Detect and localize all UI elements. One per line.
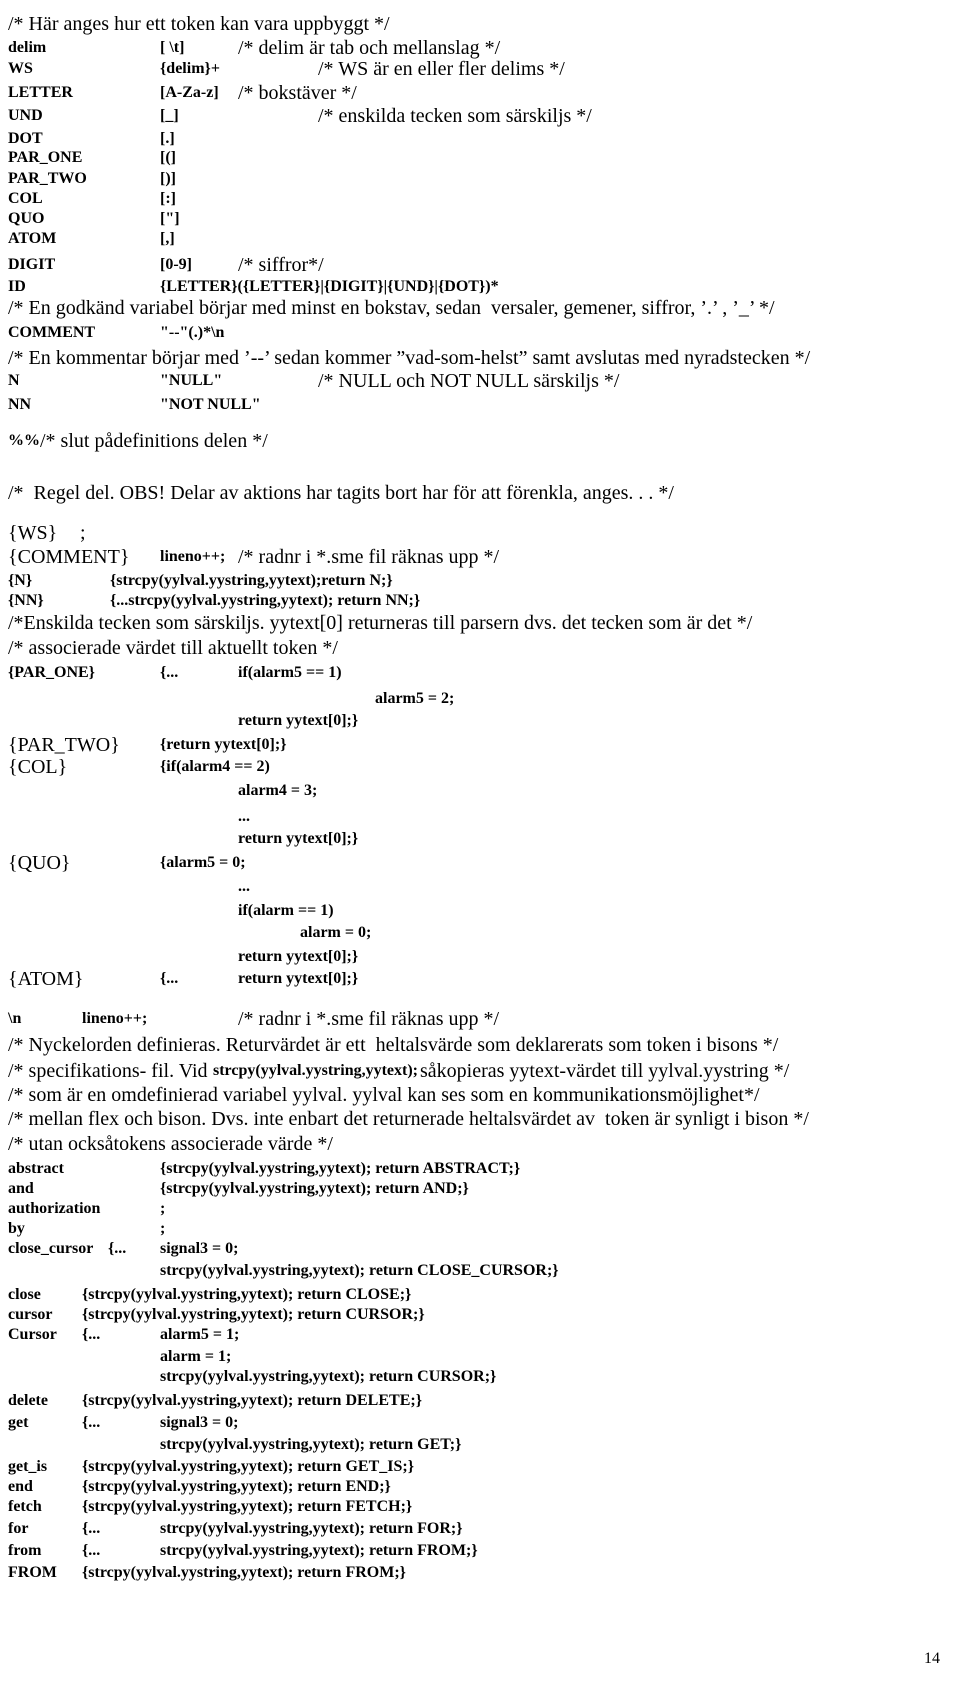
text-segment: /* siffror*/ xyxy=(238,254,324,276)
text-segment: /* associerade värdet till aktuellt token */ xyxy=(8,637,338,659)
text-segment: COL xyxy=(8,190,43,207)
text-segment: end xyxy=(8,1478,33,1495)
text-segment: lineno++; xyxy=(82,1010,148,1027)
text-segment: /* Här anges hur ett token kan vara uppbyggt */ xyxy=(8,13,390,35)
text-segment: {... xyxy=(108,1240,127,1257)
text-segment: get xyxy=(8,1414,29,1431)
text-segment: /* Regel del. OBS! Delar av aktions har tagits bort har för att förenkla, anges. . . */ xyxy=(8,482,674,504)
text-segment: {strcpy(yylval.yystring,yytext); return GET_IS;} xyxy=(82,1458,414,1475)
text-segment: signal3 = 0; xyxy=(160,1414,239,1431)
text-segment: /* mellan flex och bison. Dvs. inte enbart det returnerade heltalsvärdet av token är synligt i bison */ xyxy=(8,1108,809,1130)
text-segment: [.] xyxy=(160,130,175,147)
text-segment: delim xyxy=(8,39,47,56)
page-number: 14 xyxy=(924,1650,940,1667)
text-segment: alarm = 0; xyxy=(300,924,372,941)
text-segment: delete xyxy=(8,1392,48,1409)
text-segment: strcpy(yylval.yystring,yytext); return FOR;} xyxy=(160,1520,463,1537)
text-segment: alarm5 = 1; xyxy=(160,1326,240,1343)
text-segment: /* enskilda tecken som särskiljs */ xyxy=(318,105,592,127)
text-segment: /* NULL och NOT NULL särskiljs */ xyxy=(318,370,620,392)
text-segment: NN xyxy=(8,396,32,413)
text-segment: authorization xyxy=(8,1200,101,1217)
text-segment: [,] xyxy=(160,230,175,247)
text-segment: return yytext[0];} xyxy=(238,712,359,729)
text-segment: /*Enskilda tecken som särskiljs. yytext[0] returneras till parsern dvs. det tecken som är det */ xyxy=(8,612,753,634)
text-segment: {strcpy(yylval.yystring,yytext); return END;} xyxy=(82,1478,391,1495)
text-segment: /* WS är en eller fler delims */ xyxy=(318,58,565,80)
text-segment: {... xyxy=(82,1520,101,1537)
text-segment: {... xyxy=(82,1414,101,1431)
text-segment: for xyxy=(8,1520,29,1537)
text-segment: {strcpy(yylval.yystring,yytext); return FROM;} xyxy=(82,1564,406,1581)
text-segment: PAR_ONE xyxy=(8,149,83,166)
text-segment: strcpy(yylval.yystring,yytext); xyxy=(213,1062,418,1079)
text-segment: if(alarm5 == 1) xyxy=(238,664,342,681)
text-segment: såkopieras yytext-värdet till yylval.yystring */ xyxy=(420,1060,790,1082)
text-segment: alarm = 1; xyxy=(160,1348,232,1365)
text-segment: {if(alarm4 == 2) xyxy=(160,758,270,775)
text-segment: return yytext[0];} xyxy=(238,970,359,987)
text-segment: strcpy(yylval.yystring,yytext); return CLOSE_CURSOR;} xyxy=(160,1262,559,1279)
text-segment: close_cursor xyxy=(8,1240,94,1257)
text-segment: UND xyxy=(8,107,43,124)
text-segment: {LETTER}({LETTER}|{DIGIT}|{UND}|{DOT})* xyxy=(160,278,499,295)
text-segment: [_] xyxy=(160,107,179,124)
text-segment: [0-9] xyxy=(160,256,192,273)
text-segment: /* radnr i *.sme fil räknas upp */ xyxy=(238,546,500,568)
text-segment: /* delim är tab och mellanslag */ xyxy=(238,37,501,59)
text-segment: N xyxy=(8,372,20,389)
text-segment: return yytext[0];} xyxy=(238,948,359,965)
text-segment: by xyxy=(8,1220,25,1237)
text-segment: [)] xyxy=(160,170,176,187)
text-segment: \n xyxy=(8,1010,22,1027)
text-segment: {return yytext[0];} xyxy=(160,736,287,753)
text-segment: LETTER xyxy=(8,84,73,101)
text-segment: {ATOM} xyxy=(8,968,84,990)
text-segment: {strcpy(yylval.yystring,yytext); return CURSOR;} xyxy=(82,1306,425,1323)
text-segment: {N} xyxy=(8,572,33,589)
text-segment: strcpy(yylval.yystring,yytext); return FROM;} xyxy=(160,1542,478,1559)
text-segment: lineno++; xyxy=(160,548,226,565)
text-segment: WS xyxy=(8,60,33,77)
text-segment: {QUO} xyxy=(8,852,71,874)
text-segment: {strcpy(yylval.yystring,yytext);return N;} xyxy=(110,572,393,589)
text-segment: /* slut pådefinitions delen */ xyxy=(40,430,268,452)
text-segment: return yytext[0];} xyxy=(238,830,359,847)
text-segment: [A-Za-z] xyxy=(160,84,219,101)
text-segment: ... xyxy=(238,808,250,825)
text-segment: ["] xyxy=(160,210,180,227)
text-segment: {alarm5 = 0; xyxy=(160,854,246,871)
text-segment: strcpy(yylval.yystring,yytext); return CURSOR;} xyxy=(160,1368,497,1385)
text-segment: {strcpy(yylval.yystring,yytext); return FETCH;} xyxy=(82,1498,413,1515)
text-segment: and xyxy=(8,1180,34,1197)
text-segment: FROM xyxy=(8,1564,57,1581)
text-segment: /* som är en omdefinierad variabel yylval. yylval kan ses som en kommunikationsmöjlighet*/ xyxy=(8,1084,760,1106)
text-segment: {strcpy(yylval.yystring,yytext); return DELETE;} xyxy=(82,1392,422,1409)
text-segment: DIGIT xyxy=(8,256,56,273)
text-segment: /* specifikations- fil. Vid xyxy=(8,1060,213,1082)
text-segment: ; xyxy=(160,1220,166,1237)
text-segment: close xyxy=(8,1286,41,1303)
text-segment: /* bokstäver */ xyxy=(238,82,357,104)
text-segment: COMMENT xyxy=(8,324,96,341)
text-segment: {strcpy(yylval.yystring,yytext); return ABSTRACT;} xyxy=(160,1160,521,1177)
text-segment: {... xyxy=(82,1542,101,1559)
text-segment: if(alarm == 1) xyxy=(238,902,334,919)
text-segment: {PAR_TWO} xyxy=(8,734,120,756)
text-segment: {COMMENT} xyxy=(8,546,130,568)
text-segment: {... xyxy=(160,664,179,681)
text-segment: "--"(.)*\n xyxy=(160,324,225,341)
text-segment: [(] xyxy=(160,149,176,166)
text-segment: ; xyxy=(160,1200,166,1217)
text-segment: {WS} xyxy=(8,522,58,544)
text-segment: /* radnr i *.sme fil räknas upp */ xyxy=(238,1008,500,1030)
text-segment: alarm5 = 2; xyxy=(375,690,455,707)
text-segment: QUO xyxy=(8,210,45,227)
text-segment: {NN} xyxy=(8,592,44,609)
text-segment: ; xyxy=(80,522,86,544)
text-segment: {PAR_ONE} xyxy=(8,664,95,681)
text-segment: [ \t] xyxy=(160,39,185,56)
text-segment: ID xyxy=(8,278,26,295)
text-segment: cursor xyxy=(8,1306,53,1323)
text-segment: abstract xyxy=(8,1160,64,1177)
text-segment: alarm4 = 3; xyxy=(238,782,318,799)
text-segment: from xyxy=(8,1542,42,1559)
text-segment: ... xyxy=(238,878,250,895)
text-segment: /* utan ocksåtokens associerade värde */ xyxy=(8,1133,333,1155)
text-segment: signal3 = 0; xyxy=(160,1240,239,1257)
text-segment: /* Nyckelorden definieras. Returvärdet är ett heltalsvärde som deklarerats som token i bisons */ xyxy=(8,1034,779,1056)
text-segment: {... xyxy=(160,970,179,987)
text-segment: /* En kommentar börjar med ’--’ sedan kommer ”vad-som-helst” samt avslutas med nyradstecken */ xyxy=(8,347,811,369)
text-segment: {... xyxy=(82,1326,101,1343)
text-segment: DOT xyxy=(8,130,43,147)
text-segment: get_is xyxy=(8,1458,48,1475)
text-segment: {strcpy(yylval.yystring,yytext); return AND;} xyxy=(160,1180,469,1197)
text-segment: {...strcpy(yylval.yystring,yytext); return NN;} xyxy=(110,592,421,609)
text-segment: {COL} xyxy=(8,756,68,778)
text-segment: {strcpy(yylval.yystring,yytext); return CLOSE;} xyxy=(82,1286,412,1303)
text-segment: fetch xyxy=(8,1498,42,1515)
text-segment: {delim}+ xyxy=(160,60,220,77)
text-segment: /* En godkänd variabel börjar med minst en bokstav, sedan versaler, gemener, siffror, ’.’ , ’_’ */ xyxy=(8,297,775,319)
text-segment: "NULL" xyxy=(160,372,223,389)
text-segment: %% xyxy=(8,432,40,449)
text-segment: Cursor xyxy=(8,1326,57,1343)
text-segment: ATOM xyxy=(8,230,57,247)
text-segment: [:] xyxy=(160,190,176,207)
text-segment: "NOT NULL" xyxy=(160,396,261,413)
text-segment: PAR_TWO xyxy=(8,170,87,187)
text-segment: strcpy(yylval.yystring,yytext); return GET;} xyxy=(160,1436,462,1453)
